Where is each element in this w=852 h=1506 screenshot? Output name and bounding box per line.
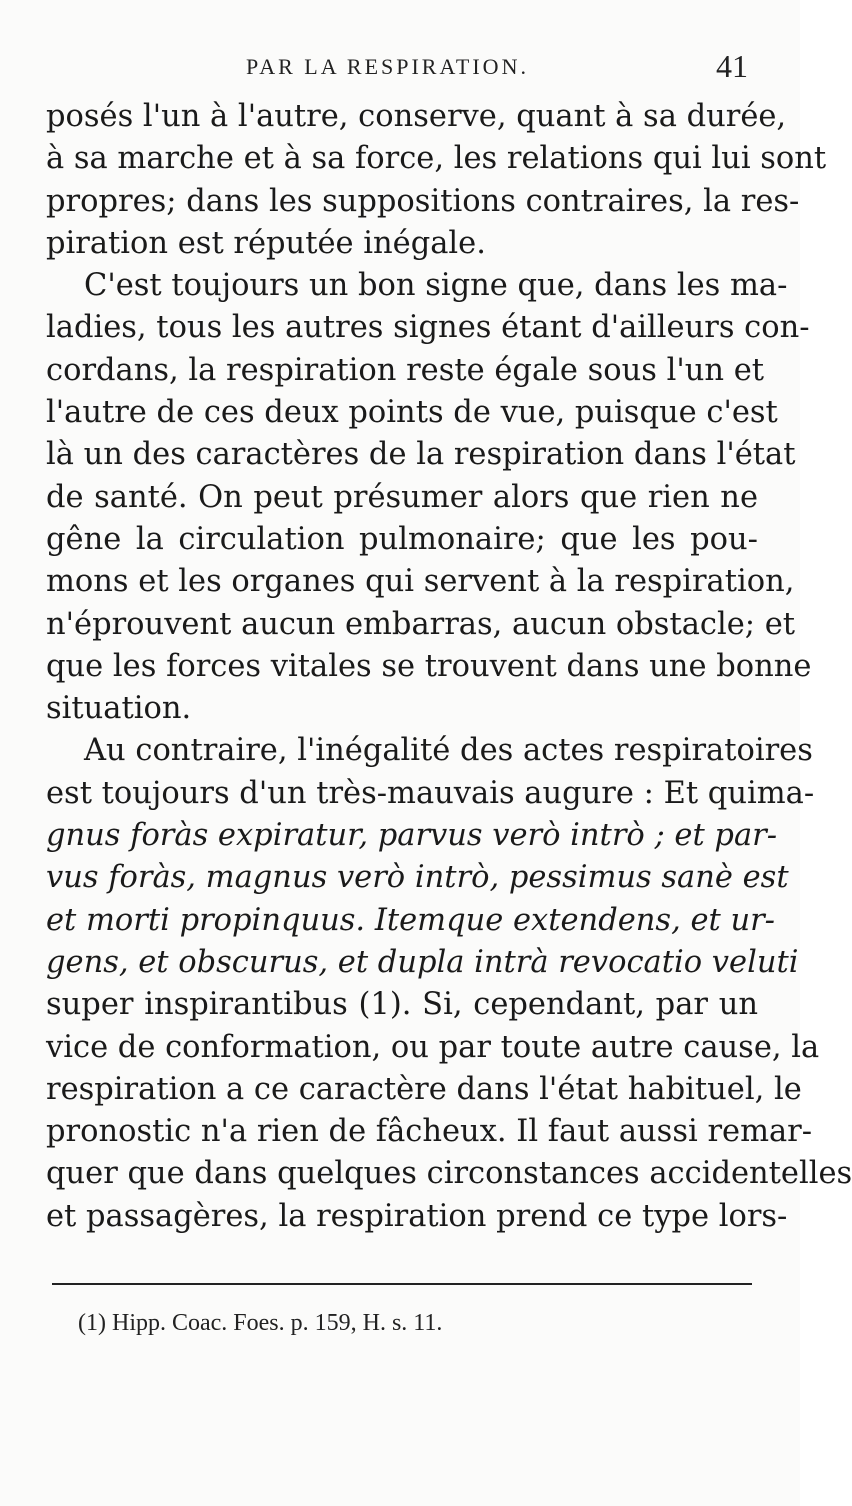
text-line: propres; dans les suppositions contraires, la res- — [46, 183, 800, 219]
text-line: ladies, tous les autres signes étant d'ailleurs con- — [46, 310, 810, 346]
text-line: et morti propinquus. Itemque extendens, et ur- — [46, 902, 775, 938]
text-line: vice de conformation, ou par toute autre cause, la — [46, 1029, 820, 1065]
text-line: situation. — [46, 691, 192, 727]
running-head: PAR LA RESPIRATION. — [246, 54, 529, 79]
text-line: C'est toujours un bon signe que, dans les ma- — [84, 268, 788, 304]
text-line: cordans, la respiration reste égale sous l'un et — [46, 352, 765, 388]
text-line: là un des caractères de la respiration dans l'état — [46, 437, 796, 473]
text-line: vus foràs, magnus verò intrò, pessimus sanè est — [46, 860, 789, 896]
text-line: posés l'un à l'autre, conserve, quant à sa durée, — [46, 99, 787, 134]
text-line: et passagères, la respiration prend ce type lors- — [46, 1198, 788, 1234]
footnote-divider — [52, 1283, 752, 1285]
text-line: gens, et obscurus, et dupla intrà revocatio veluti — [46, 944, 799, 980]
text-line: respiration a ce caractère dans l'état habituel, le — [46, 1071, 802, 1107]
text-line: gêne la circulation pulmonaire; que les pou- — [46, 521, 758, 557]
text-line: quer que dans quelques circonstances accidentelles — [46, 1156, 852, 1192]
text-line: de santé. On peut présumer alors que rien ne — [46, 479, 758, 515]
text-line: gnus foràs expiratur, parvus verò intrò ; et par- — [46, 818, 778, 854]
page-header — [48, 48, 756, 98]
body-text — [46, 96, 852, 1238]
text-line: à sa marche et à sa force, les relations qui lui sont — [46, 141, 827, 177]
text-line: que les forces vitales se trouvent dans une bonne — [46, 648, 812, 684]
text-line: est toujours d'un très-mauvais augure : Et quima- — [46, 775, 815, 811]
text-line: super inspirantibus (1). Si, cependant, par un — [46, 987, 758, 1023]
text-line: n'éprouvent aucun embarras, aucun obstacle; et — [46, 606, 796, 642]
footnote: (1) Hipp. Coac. Foes. p. 159, H. s. 11. — [78, 1310, 443, 1336]
text-line: mons et les organes qui servent à la respiration, — [46, 564, 795, 600]
text-line: pronostic n'a rien de fâcheux. Il faut aussi remar- — [46, 1114, 813, 1150]
text-line: l'autre de ces deux points de vue, puisque c'est — [46, 395, 778, 431]
text-line: piration est réputée inégale. — [46, 225, 486, 261]
page-number: 41 — [716, 48, 748, 84]
text-line: Au contraire, l'inégalité des actes respiratoires — [84, 733, 813, 769]
